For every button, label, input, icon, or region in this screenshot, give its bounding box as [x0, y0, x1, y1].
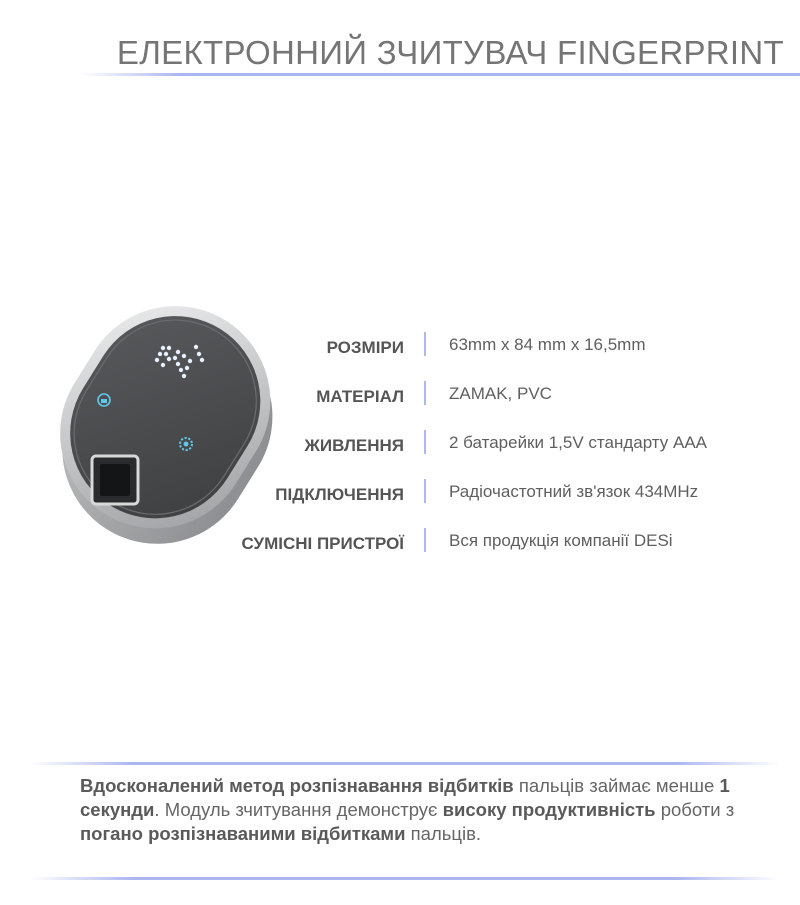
description-segment: роботи з — [655, 799, 735, 820]
spec-label: МАТЕРІАЛ — [316, 387, 404, 406]
spec-label: СУМІСНІ ПРИСТРОЇ — [241, 534, 404, 553]
title-divider — [80, 73, 800, 76]
spec-value: Радіочастотний зв'язок 434MHz — [449, 482, 699, 501]
spec-separator — [424, 381, 426, 405]
description-bottom-divider — [30, 877, 780, 880]
description-segment: високу продуктивність — [442, 799, 656, 820]
spec-row-power — [0, 426, 800, 458]
description-segment: пальців. — [405, 823, 482, 844]
spec-value: 63mm x 84 mm x 16,5mm — [449, 335, 646, 354]
spec-separator — [424, 528, 426, 552]
spec-separator — [424, 430, 426, 454]
spec-row-dimensions — [0, 328, 800, 360]
description-segment: Вдосконалений метод розпізнавання відбитків — [80, 775, 514, 796]
description-segment: погано розпізнаваними відбитками — [80, 823, 406, 844]
spec-value: ZAMAK, PVC — [449, 384, 552, 403]
page-title: ЕЛЕКТРОННИЙ ЗЧИТУВАЧ FINGERPRINT — [116, 34, 784, 71]
spec-label: РОЗМІРИ — [326, 338, 404, 357]
description-segment: пальців займає менше — [513, 775, 720, 796]
spec-label: ПІДКЛЮЧЕННЯ — [275, 485, 404, 504]
spec-separator — [424, 479, 426, 503]
description-text — [80, 774, 760, 846]
description-segment: 1 секунди — [80, 775, 730, 820]
spec-row-material — [0, 377, 800, 409]
description-top-divider — [30, 762, 780, 765]
description-segment: . Модуль зчитування демонструє — [154, 799, 443, 820]
spec-separator — [424, 332, 426, 356]
spec-value: 2 батарейки 1,5V стандарту AAA — [449, 433, 708, 452]
spec-label: ЖИВЛЕННЯ — [304, 436, 404, 455]
spec-value: Вся продукція компанії DESi — [449, 531, 673, 550]
spec-row-connection — [0, 475, 800, 507]
spec-row-compatible-devices — [0, 524, 800, 556]
